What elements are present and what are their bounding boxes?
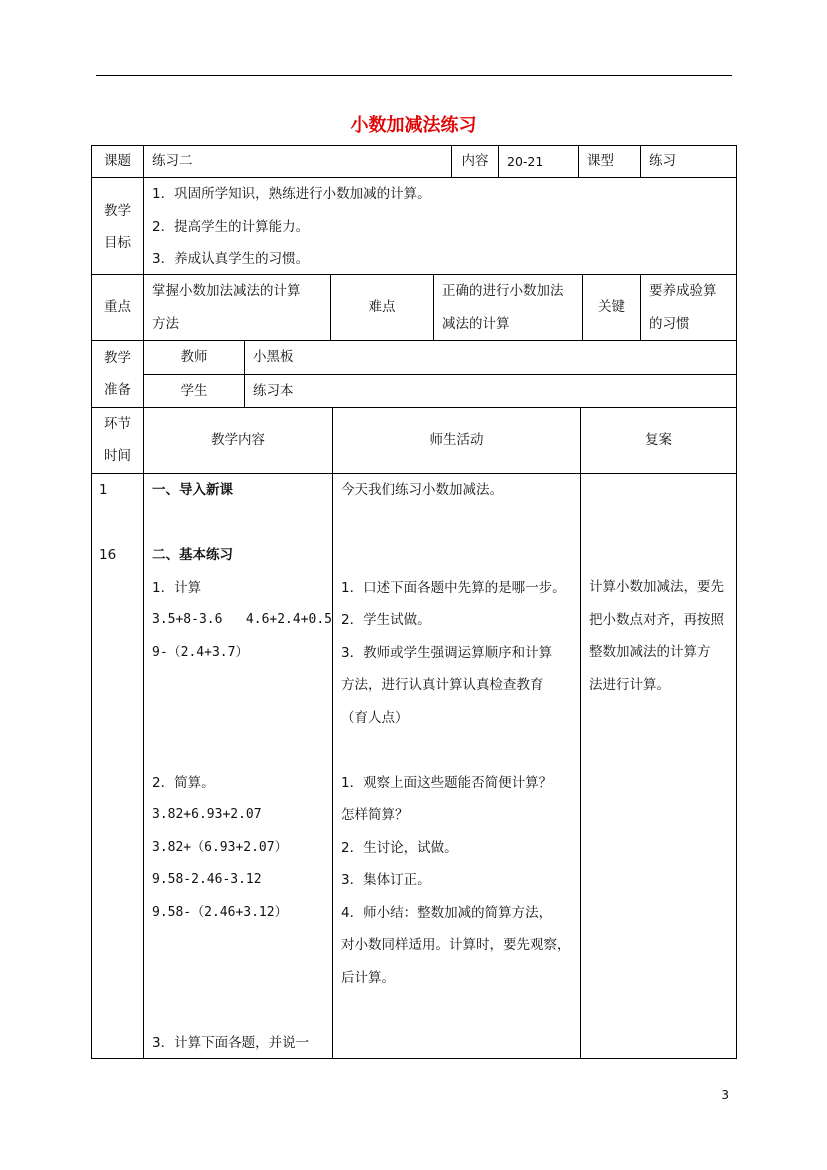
content-value: 20-21 bbox=[507, 154, 544, 169]
activity-line: 1．口述下面各题中先算的是哪一步。 bbox=[341, 579, 566, 596]
page-title: 小数加减法练习 bbox=[350, 115, 477, 136]
spacer bbox=[341, 507, 574, 572]
review-line: 整数加减法的计算方 bbox=[589, 644, 711, 660]
subject-label: 课题 bbox=[104, 153, 131, 170]
time-header bbox=[92, 408, 143, 472]
activity-header: 师生活动 bbox=[429, 432, 484, 449]
difficulty-line: 减法的计算 bbox=[442, 315, 510, 332]
time-value: 16 bbox=[99, 547, 117, 563]
activity-line: 后计算。 bbox=[341, 969, 395, 986]
review-line: 法进行计算。 bbox=[589, 676, 670, 693]
activity-line: 2．学生试做。 bbox=[341, 612, 431, 628]
content-column bbox=[144, 474, 332, 1059]
crux-line: 的习惯 bbox=[649, 315, 690, 332]
review-line: 把小数点对齐，再按照 bbox=[589, 611, 724, 628]
content-line: 3．计算下面各题，并说一 bbox=[152, 1034, 310, 1051]
key-line: 方法 bbox=[152, 315, 179, 332]
spacer bbox=[152, 669, 326, 767]
key-line: 掌握小数加法减法的计算 bbox=[152, 283, 301, 299]
review-line: 计算小数加减法，要先 bbox=[589, 579, 724, 595]
content-label: 内容 bbox=[461, 153, 489, 170]
activity-line: 3．集体订正。 bbox=[341, 872, 431, 888]
activity-line: 2．生讨论，试做。 bbox=[341, 839, 458, 856]
difficulty-line: 正确的进行小数加法 bbox=[442, 283, 564, 299]
subject-value: 练习二 bbox=[152, 153, 193, 169]
key-label: 重点 bbox=[104, 299, 131, 316]
type-value: 练习 bbox=[649, 153, 676, 169]
content-header: 教学内容 bbox=[211, 432, 265, 449]
type-label: 课型 bbox=[587, 153, 614, 169]
review-header: 复案 bbox=[645, 432, 672, 449]
activity-line: 方法，进行认真计算认真检查教育 bbox=[341, 677, 544, 693]
content-line: 3.82+（6.93+2.07） bbox=[152, 839, 288, 855]
content-line: 3.5+8-3.6 4.6+2.4+0.5 bbox=[152, 612, 333, 627]
activity-line: 3．教师或学生强调运算顺序和计算 bbox=[341, 644, 553, 661]
crux-value bbox=[641, 275, 736, 340]
prep-label-line2: 准备 bbox=[104, 382, 131, 398]
content-line: 1．计算 bbox=[152, 579, 202, 596]
activity-line: 怎样简算？ bbox=[341, 807, 409, 823]
student-label: 学生 bbox=[180, 382, 208, 399]
student-value: 练习本 bbox=[253, 383, 294, 399]
goals-label-line1: 教学 bbox=[104, 203, 131, 219]
goal-item: 2．提高学生的计算能力。 bbox=[152, 218, 310, 235]
content-line: 9.58-2.46-3.12 bbox=[152, 872, 262, 887]
time-value: 1 bbox=[99, 482, 108, 498]
crux-label: 关键 bbox=[598, 299, 625, 316]
goals-label bbox=[92, 195, 143, 259]
activity-line: 今天我们练习小数加减法。 bbox=[341, 482, 503, 498]
crux-line: 要养成验算 bbox=[649, 283, 717, 299]
content-line: 9.58-（2.46+3.12） bbox=[152, 904, 288, 920]
review-column bbox=[581, 571, 736, 701]
header-rule bbox=[96, 75, 732, 76]
content-line: 3.82+6.93+2.07 bbox=[152, 807, 262, 822]
goals-list bbox=[144, 178, 736, 276]
spacer bbox=[341, 734, 574, 767]
time-header-line2: 时间 bbox=[104, 448, 131, 464]
activity-line: 4．师小结：整数加减的简算方法， bbox=[341, 904, 553, 921]
activity-column bbox=[333, 474, 580, 994]
time-header-line1: 环节 bbox=[104, 416, 131, 432]
goals-label-line2: 目标 bbox=[104, 235, 131, 251]
content-line: 9-（2.4+3.7） bbox=[152, 644, 249, 660]
goal-item: 1．巩固所学知识，熟练进行小数加减的计算。 bbox=[152, 186, 431, 202]
difficulty-value bbox=[434, 275, 582, 340]
activity-line: 1．观察上面这些题能否简便计算？ bbox=[341, 774, 553, 791]
activity-line: 对小数同样适用。计算时，要先观察， bbox=[341, 937, 571, 953]
activity-line: （育人点） bbox=[341, 709, 409, 726]
teacher-label: 教师 bbox=[180, 349, 208, 366]
key-value bbox=[144, 275, 330, 340]
prep-label bbox=[92, 342, 143, 406]
page-number: 3 bbox=[721, 1088, 729, 1102]
spacer bbox=[152, 929, 326, 1027]
content-line: 2．简算。 bbox=[152, 774, 215, 791]
teacher-value: 小黑板 bbox=[253, 349, 294, 365]
difficulty-label: 难点 bbox=[368, 299, 396, 316]
goal-item: 3．养成认真学生的习惯。 bbox=[152, 251, 310, 267]
prep-label-line1: 教学 bbox=[104, 350, 131, 366]
spacer bbox=[152, 507, 326, 540]
section-heading: 二、基本练习 bbox=[152, 547, 233, 563]
section-heading: 一、导入新课 bbox=[152, 482, 233, 498]
